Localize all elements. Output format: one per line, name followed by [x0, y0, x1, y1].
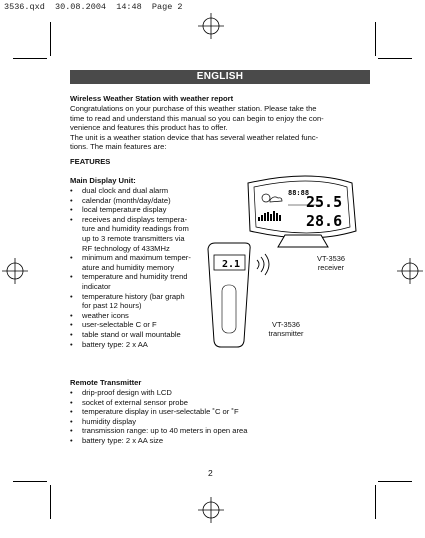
- intro-paragraph: [70, 104, 370, 152]
- receiver-lcd-top: 25.5: [306, 193, 343, 211]
- language-banner: ENGLISH: [70, 70, 370, 84]
- list-item: • socket of external sensor probe: [70, 398, 370, 408]
- receiver-lcd-bottom: 28.6: [306, 212, 343, 230]
- list-item: • local temperature display: [70, 205, 220, 215]
- transmitter-label: VT-3536 transmitter: [268, 320, 304, 338]
- intro-line: venience and features this product has to offer.: [70, 123, 228, 133]
- list-item: • humidity display: [70, 417, 370, 427]
- intro-line: The unit is a weather station device that has several weather related func-: [70, 132, 319, 142]
- main-display-list: [70, 186, 220, 349]
- list-item: • weather icons: [70, 311, 220, 321]
- crop-mark: [378, 481, 412, 482]
- receiver-label: VT-3536 receiver: [317, 254, 345, 272]
- list-item: • temperature and humidity trend indicator: [70, 272, 220, 291]
- remote-heading: Remote Transmitter: [70, 378, 142, 387]
- crop-mark: [378, 58, 412, 59]
- file-slug: 3536.qxd 30.08.2004 14:48 Page 2: [4, 2, 183, 12]
- registration-mark-top: [198, 13, 224, 39]
- list-item: • dual clock and dual alarm: [70, 186, 220, 196]
- registration-mark-right: [397, 258, 423, 284]
- transmitter-lcd: 2.1: [222, 259, 241, 270]
- crop-mark: [375, 22, 376, 56]
- list-item: • temperature history (bar graph for past 12 hours): [70, 292, 220, 311]
- signal-waves-icon: [257, 254, 269, 275]
- list-item: • minimum and maximum temper- ature and humidity memory: [70, 253, 220, 272]
- crop-mark: [13, 481, 47, 482]
- svg-text:88:88: 88:88: [288, 189, 310, 197]
- intro-line: tions. The main features are:: [70, 142, 167, 152]
- list-item: • battery type: 2 x AA: [70, 340, 220, 350]
- crop-mark: [375, 485, 376, 519]
- intro-line: time to read and understand this manual so you can begin to enjoy the con-: [70, 113, 324, 123]
- list-item: • user-selectable C or F: [70, 320, 220, 330]
- remote-list: [70, 388, 370, 446]
- main-display-heading: Main Display Unit:: [70, 176, 136, 185]
- page-number: 2: [208, 468, 213, 478]
- list-item: • battery type: 2 x AA size: [70, 436, 370, 446]
- list-item: • transmission range: up to 40 meters in open area: [70, 426, 370, 436]
- features-heading: FEATURES: [70, 157, 111, 166]
- list-item: • drip-proof design with LCD: [70, 388, 370, 398]
- crop-mark: [13, 58, 47, 59]
- list-item: • table stand or wall mountable: [70, 330, 220, 340]
- intro-title: Wireless Weather Station with weather report: [70, 94, 234, 103]
- crop-mark: [50, 485, 51, 519]
- registration-mark-bottom: [198, 497, 224, 523]
- crop-mark: [50, 22, 51, 56]
- list-item: • receives and displays tempera- ture and humidity readings from up to 3 remote transmitters via RF technology of 433MHz: [70, 215, 220, 253]
- intro-line: Congratulations on your purchase of this weather station. Please take the: [70, 104, 317, 113]
- list-item: • temperature display in user-selectable ˚C or ˚F: [70, 407, 370, 417]
- registration-mark-left: [2, 258, 28, 284]
- list-item: • calendar (month/day/date): [70, 196, 220, 206]
